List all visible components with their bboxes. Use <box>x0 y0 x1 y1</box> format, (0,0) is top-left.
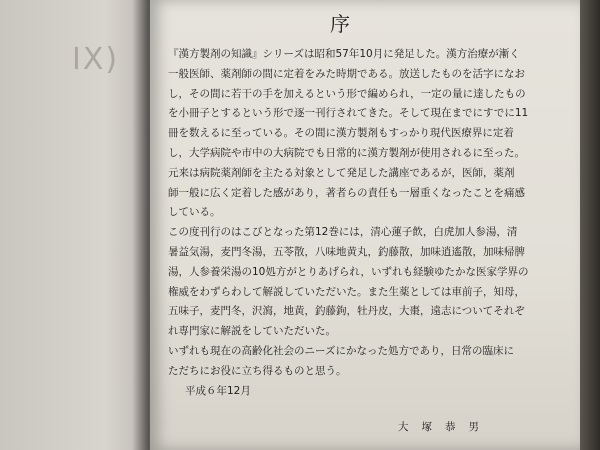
text-line: 冊を数えるに至っている。その間に漢方製剤もすっかり現代医療界に定着 <box>168 127 514 140</box>
text-line: し，その間に若干の手を加えるという形で編められ，一定の量に達したもの <box>168 87 526 100</box>
preface-date: 平成６年12月 <box>185 385 251 397</box>
text-line: 権威をわずらわして解説していただいた。また生薬としては車前子，知母， <box>168 285 525 298</box>
text-line: 暑益気湯，麦門冬湯，五苓散，八味地黄丸，釣藤散，加味逍遙散，加味帰脾 <box>168 245 525 258</box>
text-line: し，大学病院や市中の大病院でも日常的に漢方製剤が使用されるに至った。 <box>168 146 525 159</box>
preface-author: 大塚恭男 <box>398 421 492 433</box>
text-line: 湯，人参養栄湯の10処方がとりあげられ，いずれも経験ゆたかな医家学界の <box>168 265 529 278</box>
text-line: 一般医師、薬剤師の間に定着をみた時期である。放送したものを活字になお <box>168 67 525 80</box>
right-background-edge <box>580 0 600 450</box>
paragraph <box>168 223 568 342</box>
preface-body <box>168 45 568 382</box>
text-line: 元来は病院薬剤師を主たる対象として発足した講座であるが，医師，薬剤 <box>168 166 515 179</box>
paragraph <box>168 164 568 223</box>
paragraph <box>168 342 568 382</box>
text-line: 五味子，麦門冬，沢瀉，地黄，釣藤鉤，牡丹皮，大棗，遠志についてそれぞ <box>168 305 525 318</box>
text-line: を小冊子とするという形で逐一刊行されてきた。そして現在までにすでに11 <box>168 107 529 120</box>
text-line: している。 <box>168 206 221 219</box>
paragraph <box>168 45 568 164</box>
left-page-text: IX) <box>72 42 120 77</box>
text-line: ただちにお役に立ち得るものと思う。 <box>168 364 347 377</box>
text-line: いずれも現在の高齢化社会のニーズにかなった処方であり，日常の臨床に <box>168 344 514 357</box>
text-line: 師一般に広く定着した感があり，著者らの責任も一層重くなったことを痛感 <box>168 186 525 199</box>
text-line: この度刊行のはこびとなった第12巻には，清心蓮子飲，白虎加人参湯，清 <box>168 226 518 239</box>
text-line: れ専門家に解説をしていただいた。 <box>168 325 336 338</box>
left-page <box>0 0 150 450</box>
preface-title: 序 <box>330 12 350 36</box>
text-line: 『漢方製剤の知識』シリーズは昭和57年10月に発足した。漢方治療が漸く <box>168 48 520 60</box>
